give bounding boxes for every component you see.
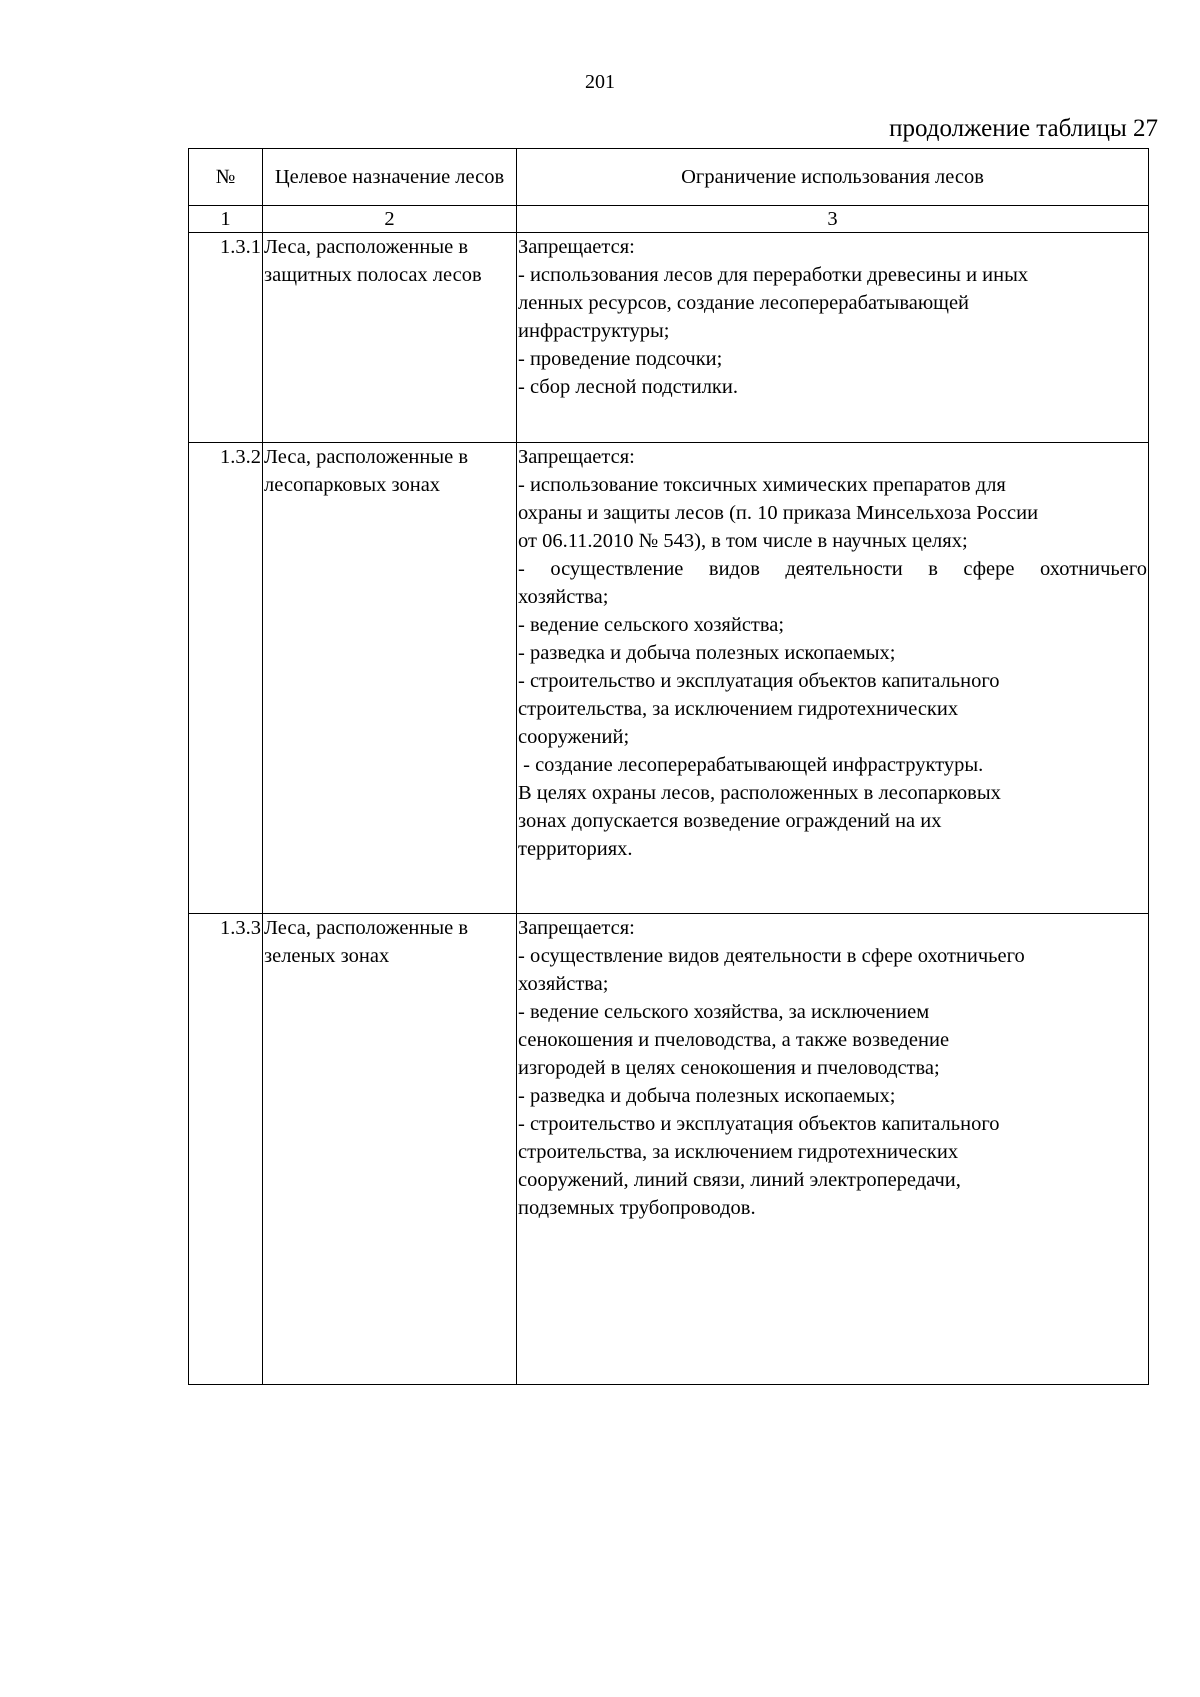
row-purpose [263,233,517,443]
purpose-text: Леса, расположенные в лесопарковых зонах [264,446,469,496]
restriction-line: изгородей в целях сенокошения и пчеловодства; [518,1057,940,1079]
table-row [189,914,1149,1385]
column-number: 1 [189,206,263,233]
header-restriction: Ограничение использования лесов [517,149,1149,206]
restriction-line: Запрещается: [518,236,635,258]
restriction-line: сооружений; [518,726,630,748]
restriction-line: Запрещается: [518,446,635,468]
restriction-line: строительства, за исключением гидротехнических [518,698,959,720]
restriction-line: - использования лесов для переработки древесины и иных [518,264,1029,286]
restriction-line: - использование токсичных химических препаратов для [518,474,1006,496]
restriction-line: сооружений, линий связи, линий электропередачи, [518,1169,961,1191]
row-purpose [263,914,517,1385]
header-purpose: Целевое назначение лесов [263,149,517,206]
restriction-line: - ведение сельского хозяйства; [518,614,785,636]
row-number: 1.3.2 [189,443,263,914]
restriction-line: - сбор лесной подстилки. [518,376,738,398]
row-purpose [263,443,517,914]
purpose-text: Леса, расположенные в защитных полосах лесов [264,236,482,286]
restriction-line: - строительство и эксплуатация объектов капитального [518,1113,1000,1135]
restriction-line: территориях. [518,838,633,860]
restriction-line: В целях охраны лесов, расположенных в лесопарковых [518,782,1001,804]
table-row [189,233,1149,443]
table-continuation-label: продолжение таблицы 27 [889,115,1158,142]
restriction-line: строительства, за исключением гидротехнических [518,1141,959,1163]
column-number-row [189,206,1149,233]
row-number: 1.3.3 [189,914,263,1385]
restriction-line: охраны и защиты лесов (п. 10 приказа Минсельхоза России [518,502,1039,524]
restriction-line: зонах допускается возведение ограждений на их [518,810,942,832]
row-restriction [517,914,1149,1385]
restriction-line: - строительство и эксплуатация объектов капитального [518,670,1000,692]
restriction-line: - проведение подсочки; [518,348,723,370]
table-row [189,443,1149,914]
restriction-line: - ведение сельского хозяйства, за исключением [518,1001,930,1023]
page-number: 201 [585,71,615,93]
restrictions-table [188,148,1149,1385]
purpose-text: Леса, расположенные в зеленых зонах [264,917,469,967]
restriction-line: - разведка и добыча полезных ископаемых; [518,642,896,664]
restriction-line: - создание лесоперерабатывающей инфраструктуры. [518,754,984,776]
header-number: № [189,149,263,206]
row-number: 1.3.1 [189,233,263,443]
restriction-line: ленных ресурсов, создание лесоперерабатывающей [518,292,970,314]
restriction-line: хозяйства; [518,586,609,608]
restriction-line: - разведка и добыча полезных ископаемых; [518,1085,896,1107]
row-restriction [517,443,1149,914]
table-header-row [189,149,1149,206]
restriction-line: - осуществление видов деятельности в сфере охотничьего [518,558,1147,580]
column-number: 2 [263,206,517,233]
column-number: 3 [517,206,1149,233]
restriction-line: подземных трубопроводов. [518,1197,756,1219]
restriction-line: инфраструктуры; [518,320,670,342]
row-restriction [517,233,1149,443]
restriction-line: сенокошения и пчеловодства, а также возведение [518,1029,950,1051]
restriction-line: хозяйства; [518,973,609,995]
restriction-line: - осуществление видов деятельности в сфере охотничьего [518,945,1025,967]
restriction-line: от 06.11.2010 № 543), в том числе в научных целях; [518,530,968,552]
restriction-line: Запрещается: [518,917,635,939]
